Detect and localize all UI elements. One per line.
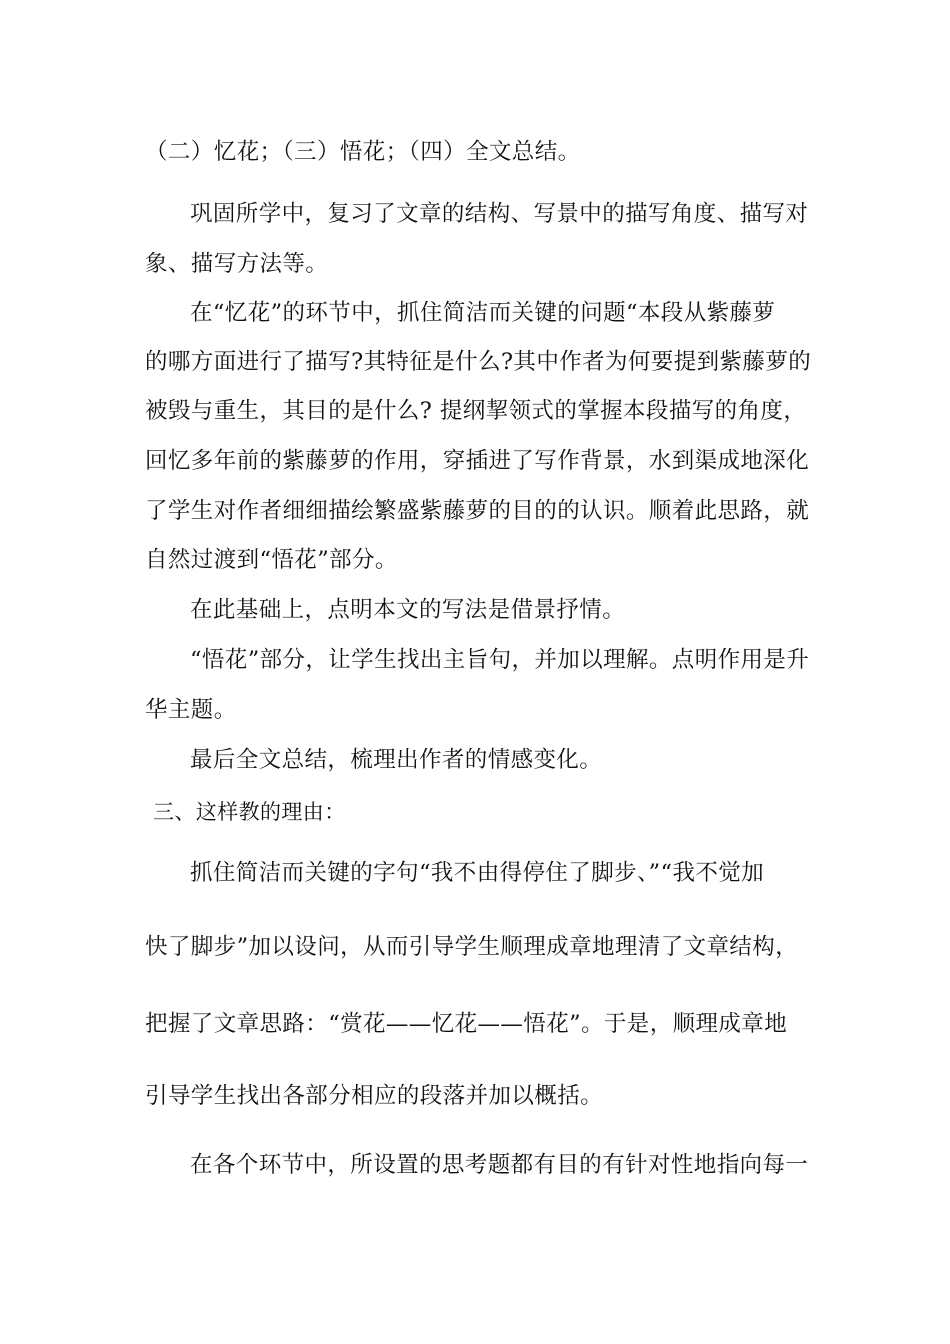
paragraph-reasons-line-3: 把握了文章思路：“赏花——忆花——悟花”。于是，顺理成章地 <box>145 1011 788 1037</box>
section-heading-reasons: 三、这样教的理由： <box>153 800 346 824</box>
paragraph-enlighten-line-2: 华主题。 <box>145 697 237 723</box>
paragraph-reasons-line-4: 引导学生找出各部分相应的段落并加以概括。 <box>145 1083 604 1109</box>
paragraph-sections-list: （二）忆花；（三）悟花；（四）全文总结。 <box>145 139 581 165</box>
paragraph-recall-line-2: 的哪方面进行了描写?其特征是什么?其中作者为何要提到紫藤萝的 <box>145 349 812 375</box>
paragraph-recall-line-3: 被毁与重生，其目的是什么? 提纲挈领式的掌握本段描写的角度， <box>145 398 807 424</box>
paragraph-recall-line-5: 了学生对作者细细描绘繁盛紫藤萝的目的的认识。顺着此思路，就 <box>145 498 810 524</box>
paragraph-recall-line-6: 自然过渡到“悟花”部分。 <box>145 547 398 573</box>
paragraph-summary: 最后全文总结，梳理出作者的情感变化。 <box>190 747 603 773</box>
paragraph-method: 在此基础上，点明本文的写法是借景抒情。 <box>190 597 626 623</box>
paragraph-consolidate-line-2: 象、描写方法等。 <box>145 251 329 277</box>
paragraph-consolidate-line-1: 巩固所学中，复习了文章的结构、写景中的描写角度、描写对 <box>190 201 809 227</box>
paragraph-recall-line-4: 回忆多年前的紫藤萝的作用，穿插进了写作背景，水到渠成地深化 <box>145 448 810 474</box>
paragraph-reasons-line-1: 抓住简洁而关键的字句“我不由得停住了脚步、”“我不觉加 <box>190 860 765 886</box>
paragraph-questions-line-1: 在各个环节中，所设置的思考题都有目的有针对性地指向每一 <box>190 1152 809 1178</box>
paragraph-enlighten-line-1: “悟花”部分，让学生找出主旨句，并加以理解。点明作用是升 <box>190 647 810 673</box>
paragraph-reasons-line-2: 快了脚步”加以设问，从而引导学生顺理成章地理清了文章结构， <box>145 934 799 960</box>
paragraph-recall-line-1: 在“忆花”的环节中，抓住简洁而关键的问题“本段从紫藤萝 <box>190 300 776 326</box>
